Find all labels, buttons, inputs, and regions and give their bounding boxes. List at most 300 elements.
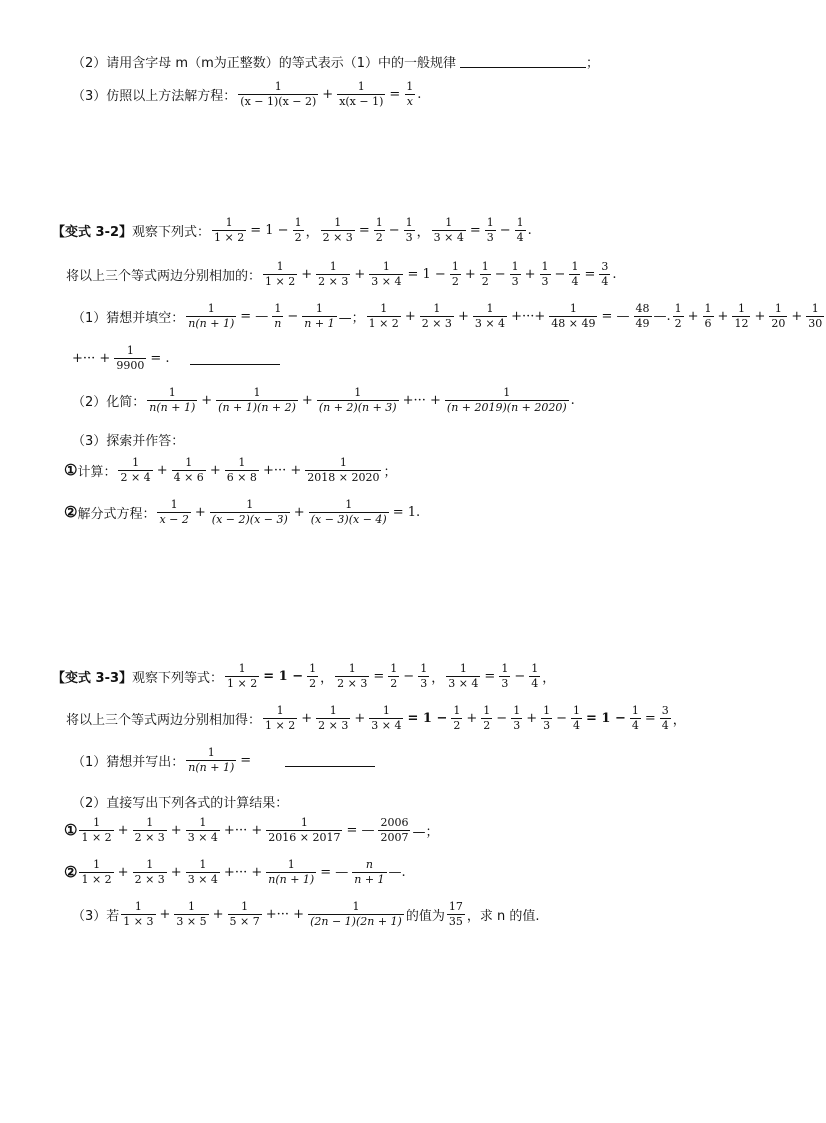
operator: + xyxy=(466,710,478,726)
numerator: 1 xyxy=(382,704,390,717)
numerator: 1 xyxy=(238,662,246,675)
numerator: 1 xyxy=(132,456,140,469)
numerator: 1 xyxy=(93,816,101,829)
operator: = 1. xyxy=(392,504,421,520)
fraction xyxy=(485,216,496,245)
fraction xyxy=(499,662,510,691)
fraction xyxy=(79,816,113,845)
numerator: 1 xyxy=(207,746,215,759)
operator: = 1 − xyxy=(586,710,626,726)
fraction xyxy=(121,900,155,929)
fraction xyxy=(302,302,336,331)
denominator: 20 xyxy=(771,316,786,330)
text-fragment: —； xyxy=(338,310,365,326)
v32-q1-prefix: （1）猜想并填空： xyxy=(72,310,185,326)
fraction xyxy=(481,704,492,733)
operator: + xyxy=(301,392,313,408)
denominator: 1 × 2 xyxy=(265,274,296,288)
denominator: 2 × 3 xyxy=(322,230,353,244)
text-fragment: —. xyxy=(388,864,406,880)
fraction xyxy=(266,816,342,845)
denominator: 2 xyxy=(390,676,398,690)
denominator: n + 1 xyxy=(304,316,335,330)
denominator: 3 × 5 xyxy=(176,914,207,928)
fraction xyxy=(404,80,415,109)
numerator: 1 xyxy=(382,260,390,273)
operator: − xyxy=(388,222,400,238)
v32-c1-prefix: 计算： xyxy=(77,464,117,480)
v32-q2-prefix: （2）化简： xyxy=(72,394,146,410)
operator: − xyxy=(287,308,299,324)
v33-q2-text: （2）直接写出下列各式的计算结果： xyxy=(72,796,289,811)
numerator: 1 xyxy=(354,386,362,399)
text-fragment: ， xyxy=(431,670,445,686)
operator: +··· + xyxy=(223,864,263,880)
fraction xyxy=(673,302,684,331)
numerator: 1 xyxy=(238,456,246,469)
denominator: x xyxy=(406,94,413,108)
fraction xyxy=(374,216,385,245)
v33-label: 【变式 3-3】 xyxy=(52,670,133,686)
numerator: 1 xyxy=(453,704,461,717)
numerator: 1 xyxy=(375,216,383,229)
numerator: 1 xyxy=(199,816,207,829)
denominator: 3 × 4 xyxy=(448,676,479,690)
fraction xyxy=(172,456,206,485)
text-fragment: ， xyxy=(672,712,686,728)
denominator: 2016 × 2017 xyxy=(268,830,341,844)
answer-blank[interactable] xyxy=(460,55,586,68)
fraction xyxy=(571,704,582,733)
numerator: 1 xyxy=(315,302,323,315)
numerator: 1 xyxy=(571,260,579,273)
denominator: 4 xyxy=(531,676,539,690)
fraction xyxy=(445,386,569,415)
numerator: 1 xyxy=(253,386,261,399)
denominator: 2 xyxy=(294,230,302,244)
fraction xyxy=(569,260,580,289)
fraction xyxy=(420,302,454,331)
fraction xyxy=(174,900,208,929)
denominator: 4 xyxy=(571,274,579,288)
operator: + xyxy=(526,710,538,726)
numerator: 1 xyxy=(481,260,489,273)
fraction xyxy=(263,704,297,733)
fraction xyxy=(529,662,540,691)
numerator: 2006 xyxy=(380,816,409,829)
denominator: 1 × 2 xyxy=(227,676,258,690)
numerator: 1 xyxy=(93,858,101,871)
denominator: 3 × 4 xyxy=(371,274,402,288)
top-q2-text: （2）请用含字母 m（m为正整数）的等式表示（1）中的一般规律 xyxy=(72,56,457,71)
top-q2-end: ； xyxy=(586,56,600,71)
denominator: (n + 1)(n + 2) xyxy=(218,400,296,414)
numerator: 1 xyxy=(199,858,207,871)
numerator: 1 xyxy=(329,260,337,273)
v33-q1-prefix: （1）猜想并写出： xyxy=(72,754,185,770)
v33-intro: 观察下列等式： xyxy=(132,670,224,686)
denominator: 1 × 3 xyxy=(123,914,154,928)
text-fragment: ， xyxy=(305,224,319,240)
operator: + xyxy=(354,710,366,726)
numerator: 1 xyxy=(287,858,295,871)
numerator: 1 xyxy=(329,704,337,717)
v32-q2-line xyxy=(72,386,575,415)
fraction xyxy=(272,302,283,331)
text-fragment: 的值为 xyxy=(405,908,445,924)
numerator: 1 xyxy=(146,858,154,871)
v33-q1-line xyxy=(72,746,375,775)
v33-q3-prefix: （3）若 xyxy=(72,908,120,924)
operator: = 1 − xyxy=(263,668,304,684)
fraction xyxy=(216,386,298,415)
denominator: 4 xyxy=(601,274,609,288)
denominator: 3 × 4 xyxy=(187,830,218,844)
circled-2: ② xyxy=(64,503,78,522)
fraction xyxy=(212,216,246,245)
operator: = — xyxy=(346,822,375,838)
numerator: 1 xyxy=(276,260,284,273)
v32-q3-line xyxy=(72,430,184,449)
denominator: 12 xyxy=(734,316,749,330)
numerator: 1 xyxy=(357,80,365,93)
v33-header-line xyxy=(52,662,555,691)
text-fragment: ， xyxy=(542,670,556,686)
operator: + xyxy=(754,308,766,324)
denominator: 6 xyxy=(704,316,712,330)
numerator: 3 xyxy=(601,260,609,273)
denominator: 2 xyxy=(309,676,317,690)
numerator: 1 xyxy=(246,498,254,511)
denominator: 2018 × 2020 xyxy=(307,470,380,484)
operator: + xyxy=(717,308,729,324)
denominator: (x − 2)(x − 3) xyxy=(211,512,288,526)
v32-sum-intro: 将以上三个等式两边分别相加的： xyxy=(66,268,262,284)
operator: + xyxy=(404,308,416,324)
fraction xyxy=(186,746,236,775)
denominator: 2 xyxy=(375,230,383,244)
v32-label: 【变式 3-2】 xyxy=(52,224,133,240)
operator: + xyxy=(301,710,313,726)
operator: − xyxy=(494,266,506,282)
fraction xyxy=(418,662,429,691)
operator: = — xyxy=(601,308,630,324)
fraction xyxy=(316,260,350,289)
operator: − xyxy=(403,668,415,684)
denominator: 1 × 2 xyxy=(81,872,112,886)
fraction xyxy=(806,302,824,331)
operator: + xyxy=(524,266,536,282)
v32-c2-line xyxy=(64,498,422,527)
denominator: 2007 xyxy=(380,830,409,844)
numerator: 1 xyxy=(188,900,196,913)
denominator: 3 xyxy=(501,676,509,690)
denominator: 4 xyxy=(661,718,669,732)
numerator: 1 xyxy=(390,662,398,675)
numerator: 48 xyxy=(635,302,650,315)
fraction xyxy=(316,704,350,733)
fraction xyxy=(451,704,462,733)
denominator: 6 × 8 xyxy=(226,470,257,484)
text-fragment: ， xyxy=(320,670,334,686)
denominator: 35 xyxy=(448,914,463,928)
operator: = xyxy=(484,668,496,684)
numerator: 1 xyxy=(483,704,491,717)
operator: = 1 − xyxy=(407,710,448,726)
fraction xyxy=(480,260,491,289)
v32-intro: 观察下列式： xyxy=(132,224,211,240)
numerator: 1 xyxy=(309,662,317,675)
denominator: 2 × 3 xyxy=(318,718,349,732)
numerator: 1 xyxy=(573,704,580,717)
numerator: 1 xyxy=(241,900,249,913)
denominator: 2 xyxy=(451,274,459,288)
numerator: 1 xyxy=(501,662,509,675)
fraction xyxy=(305,456,381,485)
operator: + xyxy=(212,906,224,922)
text-fragment: ，求 n 的值. xyxy=(466,908,540,924)
fraction xyxy=(511,704,522,733)
operator: − xyxy=(514,668,526,684)
denominator: n(n + 1) xyxy=(188,316,235,330)
numerator: 1 xyxy=(503,386,511,399)
fraction xyxy=(266,858,316,887)
denominator: 2 xyxy=(453,718,461,732)
fraction xyxy=(352,858,386,887)
denominator: 4 xyxy=(631,718,639,732)
fraction xyxy=(321,216,355,245)
v32-q3-text: （3）探索并作答： xyxy=(72,434,185,449)
numerator: 1 xyxy=(486,302,494,315)
numerator: 1 xyxy=(433,302,441,315)
numerator: 1 xyxy=(516,216,524,229)
operator: = — xyxy=(240,308,269,324)
numerator: 1 xyxy=(380,302,388,315)
fraction xyxy=(118,456,152,485)
denominator: 49 xyxy=(635,316,650,330)
operator: = xyxy=(240,752,252,768)
operator: − xyxy=(556,710,567,726)
fraction xyxy=(388,662,399,691)
denominator: 2 × 3 xyxy=(318,274,349,288)
denominator: 2 × 3 xyxy=(421,316,452,330)
v32-header-line xyxy=(52,216,532,245)
fraction xyxy=(309,498,389,527)
denominator: 3 xyxy=(543,718,551,732)
denominator: n(n + 1) xyxy=(268,872,315,886)
denominator: x(x − 1) xyxy=(339,94,384,108)
fraction xyxy=(186,302,236,331)
operator: +··· + xyxy=(223,822,263,838)
numerator: 1 xyxy=(486,216,494,229)
fraction xyxy=(186,858,220,887)
fraction xyxy=(510,260,521,289)
numerator: 1 xyxy=(168,386,176,399)
text-fragment: . xyxy=(612,266,617,282)
operator: + xyxy=(209,462,221,478)
denominator: 1 × 2 xyxy=(368,316,399,330)
v33-q3-line xyxy=(72,900,539,929)
numerator: 1 xyxy=(406,80,414,93)
fraction xyxy=(210,498,290,527)
text-fragment: . xyxy=(527,222,532,238)
numerator: 17 xyxy=(448,900,463,913)
numerator: n xyxy=(365,858,373,871)
fraction xyxy=(450,260,461,289)
denominator: 2 × 3 xyxy=(134,830,165,844)
operator: +···+ xyxy=(511,308,546,324)
top-q2-line xyxy=(72,52,599,71)
operator: + xyxy=(464,266,476,282)
numerator: 1 xyxy=(674,302,682,315)
fraction xyxy=(447,900,465,929)
operator: − xyxy=(554,266,566,282)
denominator: 1 × 2 xyxy=(265,718,296,732)
fraction xyxy=(634,302,652,331)
numerator: 1 xyxy=(704,302,712,315)
v33-a2-line xyxy=(64,858,406,887)
operator: = xyxy=(584,266,596,282)
operator: + xyxy=(170,864,182,880)
denominator: 3 xyxy=(420,676,428,690)
fraction xyxy=(599,260,610,289)
operator: = . xyxy=(150,350,170,366)
operator: + xyxy=(687,308,699,324)
denominator: n(n + 1) xyxy=(188,760,235,774)
denominator: 3 × 4 xyxy=(474,316,506,330)
text-fragment: —； xyxy=(412,824,439,840)
denominator: n + 1 xyxy=(354,872,385,886)
v33-sum-intro: 将以上三个等式两边分别相加得： xyxy=(66,712,262,728)
fraction xyxy=(369,260,403,289)
text-fragment: ， xyxy=(416,224,430,240)
fraction xyxy=(337,80,385,109)
fraction xyxy=(225,456,259,485)
operator: + xyxy=(293,504,305,520)
denominator: 48 × 49 xyxy=(551,316,596,330)
numerator: 1 xyxy=(451,260,459,273)
text-fragment: —. xyxy=(653,308,671,324)
numerator: 1 xyxy=(511,260,519,273)
fraction xyxy=(238,80,318,109)
denominator: (n + 2)(n + 3) xyxy=(318,400,397,414)
fraction xyxy=(263,260,297,289)
denominator: 3 xyxy=(541,274,549,288)
operator: = — xyxy=(320,864,349,880)
numerator: 1 xyxy=(126,344,134,357)
numerator: 1 xyxy=(276,704,284,717)
operator: + xyxy=(354,266,366,282)
denominator: (2n − 1)(2n + 1) xyxy=(310,914,402,928)
v32-q1-line xyxy=(72,302,826,331)
operator: + xyxy=(301,266,313,282)
fraction xyxy=(378,816,410,845)
numerator: 1 xyxy=(170,498,178,511)
fraction xyxy=(157,498,190,527)
answer-blank[interactable] xyxy=(190,352,280,365)
numerator: 1 xyxy=(339,456,347,469)
denominator: 4 xyxy=(573,718,580,732)
punct: . xyxy=(417,86,422,102)
denominator: 1 × 2 xyxy=(81,830,112,844)
v32-sum-line xyxy=(66,260,616,289)
fraction xyxy=(515,216,526,245)
v33-sum-line xyxy=(66,704,686,733)
numerator: 3 xyxy=(661,704,669,717)
denominator: 3 xyxy=(486,230,494,244)
fraction xyxy=(186,816,220,845)
v33-a1-line xyxy=(64,816,439,845)
denominator: n(n + 1) xyxy=(149,400,196,414)
fraction xyxy=(549,302,597,331)
numerator: 1 xyxy=(225,216,233,229)
fraction xyxy=(540,260,551,289)
operator: + xyxy=(117,864,129,880)
numerator: 1 xyxy=(631,704,639,717)
denominator: 2 xyxy=(674,316,682,330)
v33-q2-line xyxy=(72,792,288,811)
circled-1: ① xyxy=(64,821,78,840)
fraction xyxy=(293,216,304,245)
fraction xyxy=(446,662,480,691)
fraction xyxy=(307,662,318,691)
numerator: 1 xyxy=(445,216,453,229)
numerator: 1 xyxy=(405,216,413,229)
denominator: 3 xyxy=(511,274,519,288)
numerator: 1 xyxy=(352,900,360,913)
operator: + xyxy=(201,392,213,408)
numerator: 1 xyxy=(185,456,193,469)
denominator: (x − 1)(x − 2) xyxy=(240,94,317,108)
fraction xyxy=(541,704,552,733)
denominator: n xyxy=(274,316,282,330)
fraction xyxy=(335,662,369,691)
v32-q1b-line xyxy=(70,344,280,373)
numerator: 1 xyxy=(420,662,428,675)
numerator: 1 xyxy=(134,900,142,913)
fraction xyxy=(432,216,466,245)
denominator: x − 2 xyxy=(159,512,189,526)
fraction xyxy=(228,900,262,929)
fraction xyxy=(147,386,197,415)
numerator: 1 xyxy=(737,302,745,315)
denominator: 9900 xyxy=(116,358,145,372)
denominator: (x − 3)(x − 4) xyxy=(310,512,387,526)
fraction xyxy=(317,386,399,415)
numerator: 1 xyxy=(146,816,154,829)
operator: +··· + xyxy=(262,462,302,478)
denominator: 1 × 2 xyxy=(214,230,245,244)
operator: + xyxy=(322,86,334,102)
fraction xyxy=(133,858,167,887)
fraction xyxy=(732,302,750,331)
numerator: 1 xyxy=(774,302,782,315)
numerator: 1 xyxy=(207,302,215,315)
circled-1: ① xyxy=(64,461,78,480)
answer-blank[interactable] xyxy=(285,754,375,767)
numerator: 1 xyxy=(569,302,577,315)
denominator: 4 × 6 xyxy=(173,470,204,484)
denominator: 5 × 7 xyxy=(229,914,260,928)
denominator: 3 xyxy=(405,230,413,244)
fraction xyxy=(308,900,404,929)
operator: + xyxy=(170,822,182,838)
fraction xyxy=(630,704,641,733)
fraction xyxy=(660,704,671,733)
denominator: 2 × 3 xyxy=(337,676,368,690)
denominator: 2 × 4 xyxy=(120,470,151,484)
operator: = 1 − xyxy=(407,266,446,282)
